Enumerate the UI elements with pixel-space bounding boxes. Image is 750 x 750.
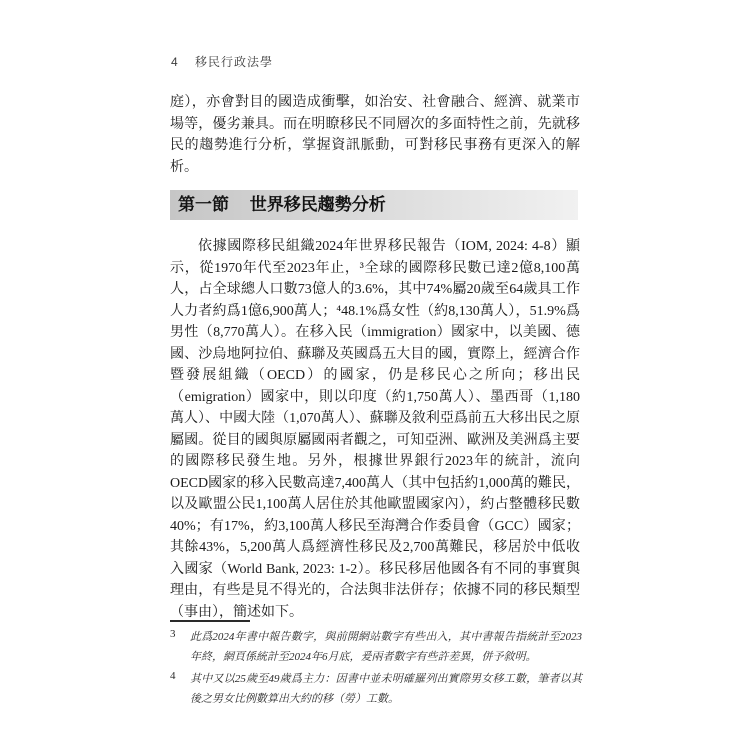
book-title: 移民行政法學: [195, 55, 274, 69]
running-header: [171, 53, 273, 70]
footnote-4: [170, 669, 582, 709]
footnote-3: [170, 627, 582, 667]
footnote-area: [170, 620, 582, 711]
intro-paragraph: 庭），亦會對目的國造成衝擊，如治安、社會融合、經濟、就業市場等，優劣兼具。而在明瞭移民不同層次的多面特性之前，先就移民的趨勢進行分析，掌握資訊脈動，可對移民事務有更深入的解析。: [170, 95, 580, 175]
footnote-number: 3: [170, 628, 176, 640]
footnote-text: 此爲2024年書中報告數字，與前開網站數字有些出入，其中書報告指統計至2023年終，網頁係統計至2024年6月底，爰兩者數字有些許差異，併予敘明。: [190, 631, 582, 663]
footnote-number: 4: [170, 670, 176, 682]
section-number: 第一節: [178, 195, 229, 214]
main-paragraph: 依據國際移民組織2024年世界移民報告（IOM, 2024: 4-8）顯示，從1970年代至2023年止，³全球的國際移民數已達2億8,100萬人，占全球總人口數73億人的3.6%，其中74%屬20歲至64歲具工作人力者約爲1億6,900萬人；⁴48.1%爲女性（約8,130萬人），51.9%爲男性（8,770萬人）。在移入民（immigration）國家中，以美國、德國、沙烏地阿拉伯、蘇聯及英國爲五大目的國，實際上，經濟合作暨發展組織（OECD）的國家，仍是移民心之所向；移出民（emigration）國家中，則以印度（約1,750萬人）、墨西哥（1,180萬人）、中國大陸（1,070萬人）、蘇聯及敘利亞爲前五大移出民之原屬國。從目的國與原屬國兩者觀之，可知亞洲、歐洲及美洲爲主要的國際移民發生地。另外，根據世界銀行2023年的統計，流向OECD國家的移入民數高達7,400萬人（其中包括約1,000萬的難民，以及歐盟公民1,100萬人居住於其他歐盟國家內），約占整體移民數40%；有17%，約3,100萬人移民至海灣合作委員會（GCC）國家；其餘43%，5,200萬人爲經濟性移民及2,700萬難民，移居於中低收入國家（World Bank, 2023: 1-2）。移民移居他國各有不同的事實與理由，有些是見不得光的，合法與非法併存；依據不同的移民類型（事由），簡述如下。: [170, 239, 580, 620]
section-title: 世界移民趨勢分析: [249, 195, 386, 214]
section-heading-bar: [170, 190, 578, 220]
footnote-text: 其中又以25歲至49歲爲主力：因書中並未明確羅列出實際男女移工數，筆者以其後之男女比例數算出大約的移（勞）工數。: [190, 673, 582, 705]
page-number: 4: [171, 55, 179, 69]
footnote-separator-rule: [170, 620, 250, 622]
